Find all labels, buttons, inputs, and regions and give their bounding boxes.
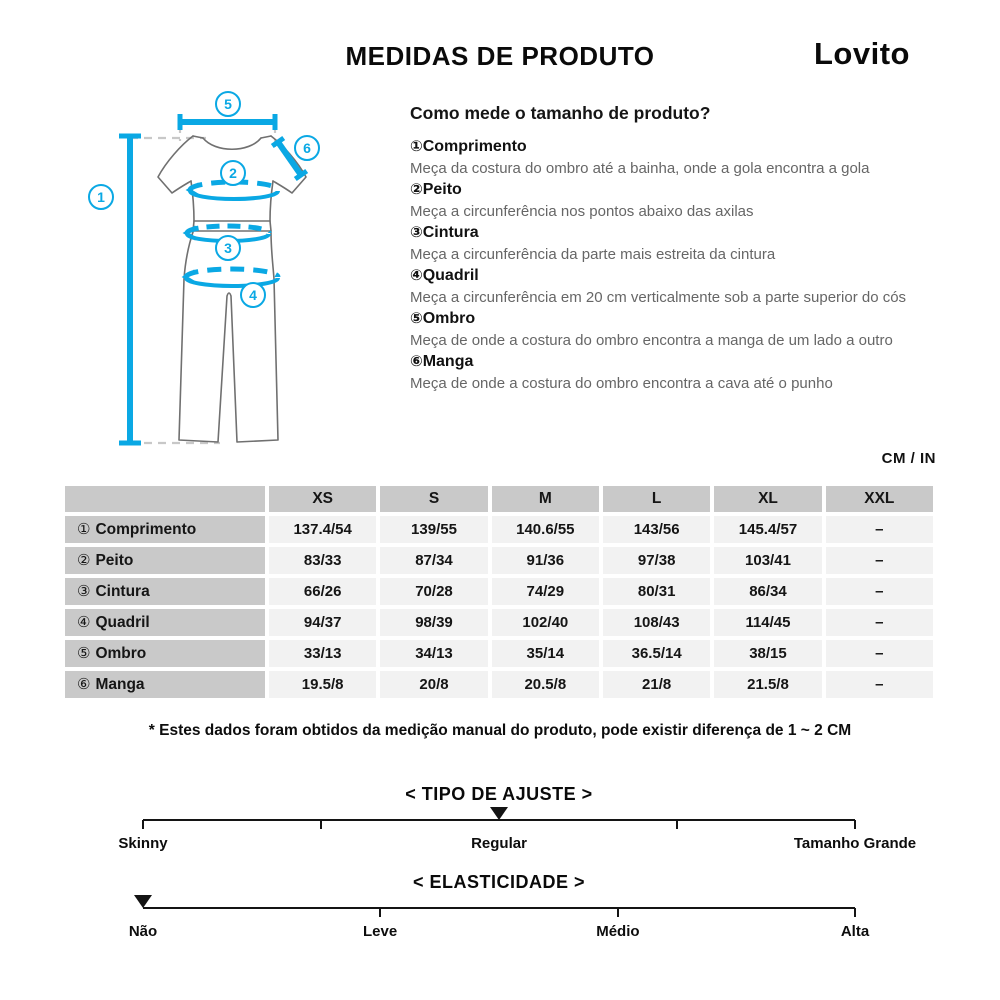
scale-tick: [379, 908, 381, 917]
badge-1-icon: [89, 185, 113, 209]
elasticity-scale-labels: [128, 923, 870, 943]
howto-item-description: Meça a circunferência em 20 cm verticalmente sob a parte superior do cós: [410, 288, 907, 306]
table-cell: 36.5/14: [603, 640, 710, 667]
measurement-marks: [119, 114, 307, 443]
scale-tick: [854, 908, 856, 917]
howto-heading: Como mede o tamanho de produto?: [410, 103, 711, 123]
badge-5-icon: [216, 92, 240, 116]
badge-6-icon: [295, 136, 319, 160]
row-number-icon: ③: [77, 582, 91, 600]
table-cell: 145.4/57: [714, 516, 821, 543]
size-column-header: XL: [714, 486, 821, 512]
size-column-header: M: [492, 486, 599, 512]
table-cell: 74/29: [492, 578, 599, 605]
row-label: [65, 578, 265, 605]
badge-3-icon: [216, 236, 240, 260]
svg-text:5: 5: [224, 96, 232, 112]
howto-section: [410, 103, 962, 394]
table-cell: 94/37: [269, 609, 376, 636]
size-table: [61, 482, 937, 702]
howto-item-label: [410, 222, 962, 244]
row-label-text: Manga: [95, 676, 145, 693]
row-number-icon: ②: [77, 551, 91, 569]
table-row: [65, 516, 933, 543]
table-cell: 83/33: [269, 547, 376, 574]
howto-item-description: Meça a circunferência da parte mais estreita da cintura: [410, 245, 776, 263]
row-label: [65, 671, 265, 698]
badge-4-icon: [241, 283, 265, 307]
badge-2-icon: [221, 161, 245, 185]
howto-item-name: Quadril: [422, 267, 479, 284]
measure-line-hip: [186, 269, 278, 277]
table-cell: –: [826, 671, 933, 698]
row-number-icon: ④: [77, 613, 91, 631]
howto-item-name: Manga: [422, 353, 474, 370]
svg-text:3: 3: [224, 240, 232, 256]
scale-marker-icon: [490, 807, 508, 820]
measure-line-waist: [187, 226, 269, 233]
table-cell: 86/34: [714, 578, 821, 605]
table-cell: 91/36: [492, 547, 599, 574]
scale-label: Alta: [840, 923, 870, 940]
howto-item: [410, 222, 962, 265]
howto-item: [410, 179, 962, 222]
row-label-text: Cintura: [95, 583, 150, 600]
table-cell: 38/15: [714, 640, 821, 667]
footnote: * Estes dados foram obtidos da medição manual do produto, pode existir diferença de 1 ~ 2 CM: [148, 722, 852, 739]
scale-label: Médio: [596, 923, 640, 940]
table-cell: 97/38: [603, 547, 710, 574]
elasticity-scale-track: [143, 907, 855, 909]
howto-item-name: Cintura: [422, 224, 479, 241]
size-column-header: S: [380, 486, 487, 512]
scale-label: Não: [128, 923, 158, 940]
scale-label: Regular: [471, 835, 527, 852]
svg-text:2: 2: [229, 165, 237, 181]
howto-item-label: [410, 265, 962, 287]
table-cell: 21/8: [603, 671, 710, 698]
howto-item-description: Meça a circunferência nos pontos abaixo das axilas: [410, 202, 754, 220]
table-cell: 20.5/8: [492, 671, 599, 698]
fit-type-scale: [118, 784, 917, 855]
howto-list: [410, 136, 962, 394]
elasticity-scale-title: < ELASTICIDADE >: [412, 872, 586, 892]
table-cell: –: [826, 640, 933, 667]
table-cell: 137.4/54: [269, 516, 376, 543]
svg-text:1: 1: [97, 189, 105, 205]
table-cell: 20/8: [380, 671, 487, 698]
table-corner-cell: [65, 486, 265, 512]
elasticity-scale: [128, 872, 870, 943]
row-label: [65, 609, 265, 636]
howto-item-number: ⑤: [410, 309, 423, 327]
row-label-text: Peito: [95, 552, 134, 569]
measure-line-sleeve: [278, 142, 301, 175]
table-cell: 114/45: [714, 609, 821, 636]
row-label-text: Comprimento: [95, 521, 197, 538]
table-cell: 80/31: [603, 578, 710, 605]
table-cell: 143/56: [603, 516, 710, 543]
table-header-row: [65, 486, 933, 512]
row-label: [65, 640, 265, 667]
howto-item-number: ③: [410, 223, 423, 241]
scale-marker-icon: [134, 895, 152, 908]
scale-tick: [854, 820, 856, 829]
brand-logo: Lovito: [814, 36, 910, 71]
table-cell: 33/13: [269, 640, 376, 667]
table-cell: 35/14: [492, 640, 599, 667]
fit-scale-labels: [118, 835, 917, 855]
howto-item-description: Meça da costura do ombro até a bainha, onde a gola encontra a gola: [410, 159, 870, 177]
scale-tick: [320, 820, 322, 829]
row-label-text: Ombro: [95, 645, 147, 662]
table-cell: 21.5/8: [714, 671, 821, 698]
table-cell: –: [826, 578, 933, 605]
scale-tick: [617, 908, 619, 917]
row-number-icon: ⑥: [77, 675, 91, 693]
table-cell: 103/41: [714, 547, 821, 574]
size-column-header: XS: [269, 486, 376, 512]
table-cell: 139/55: [380, 516, 487, 543]
table-row: [65, 640, 933, 667]
svg-text:6: 6: [303, 140, 311, 156]
units-label: CM / IN: [881, 450, 936, 467]
scale-label: Tamanho Grande: [793, 835, 917, 852]
table-cell: 98/39: [380, 609, 487, 636]
howto-item: [410, 136, 962, 179]
howto-item-label: [410, 179, 962, 201]
row-number-icon: ⑤: [77, 644, 91, 662]
scale-tick: [142, 820, 144, 829]
howto-item-label: [410, 308, 962, 330]
table-cell: 19.5/8: [269, 671, 376, 698]
table-row: [65, 671, 933, 698]
howto-item: [410, 308, 962, 351]
howto-item-name: Ombro: [422, 310, 476, 327]
scale-tick: [676, 820, 678, 829]
table-cell: 66/26: [269, 578, 376, 605]
howto-item-number: ⑥: [410, 352, 423, 370]
table-cell: 140.6/55: [492, 516, 599, 543]
table-row: [65, 578, 933, 605]
table-cell: –: [826, 547, 933, 574]
size-column-header: L: [603, 486, 710, 512]
table-cell: 34/13: [380, 640, 487, 667]
howto-item-name: Peito: [422, 181, 462, 198]
scale-label: Leve: [362, 923, 398, 940]
row-label: [65, 547, 265, 574]
howto-item: [410, 351, 962, 394]
howto-item-label: [410, 136, 962, 158]
howto-item-number: ④: [410, 266, 423, 284]
table-cell: 87/34: [380, 547, 487, 574]
howto-item-number: ②: [410, 180, 423, 198]
table-row: [65, 609, 933, 636]
howto-item-label: [410, 351, 962, 373]
page-title: MEDIDAS DE PRODUTO: [345, 41, 655, 71]
size-column-header: XXL: [826, 486, 933, 512]
table-row: [65, 547, 933, 574]
fit-scale-track: [143, 819, 855, 821]
fit-scale-title: < TIPO DE AJUSTE >: [405, 784, 593, 804]
howto-item-name: Comprimento: [422, 138, 527, 155]
howto-item-number: ①: [410, 137, 423, 155]
svg-text:4: 4: [249, 287, 257, 303]
table-cell: 70/28: [380, 578, 487, 605]
howto-item-description: Meça de onde a costura do ombro encontra a cava até o punho: [410, 374, 833, 392]
howto-item-description: Meça de onde a costura do ombro encontra a manga de um lado a outro: [410, 331, 893, 349]
scale-label: Skinny: [118, 835, 168, 852]
table-cell: 108/43: [603, 609, 710, 636]
garment-diagram-icon: [60, 85, 390, 465]
table-cell: –: [826, 516, 933, 543]
row-label-text: Quadril: [95, 614, 150, 631]
table-cell: –: [826, 609, 933, 636]
howto-item: [410, 265, 962, 308]
row-label: [65, 516, 265, 543]
row-number-icon: ①: [77, 520, 91, 538]
table-cell: 102/40: [492, 609, 599, 636]
